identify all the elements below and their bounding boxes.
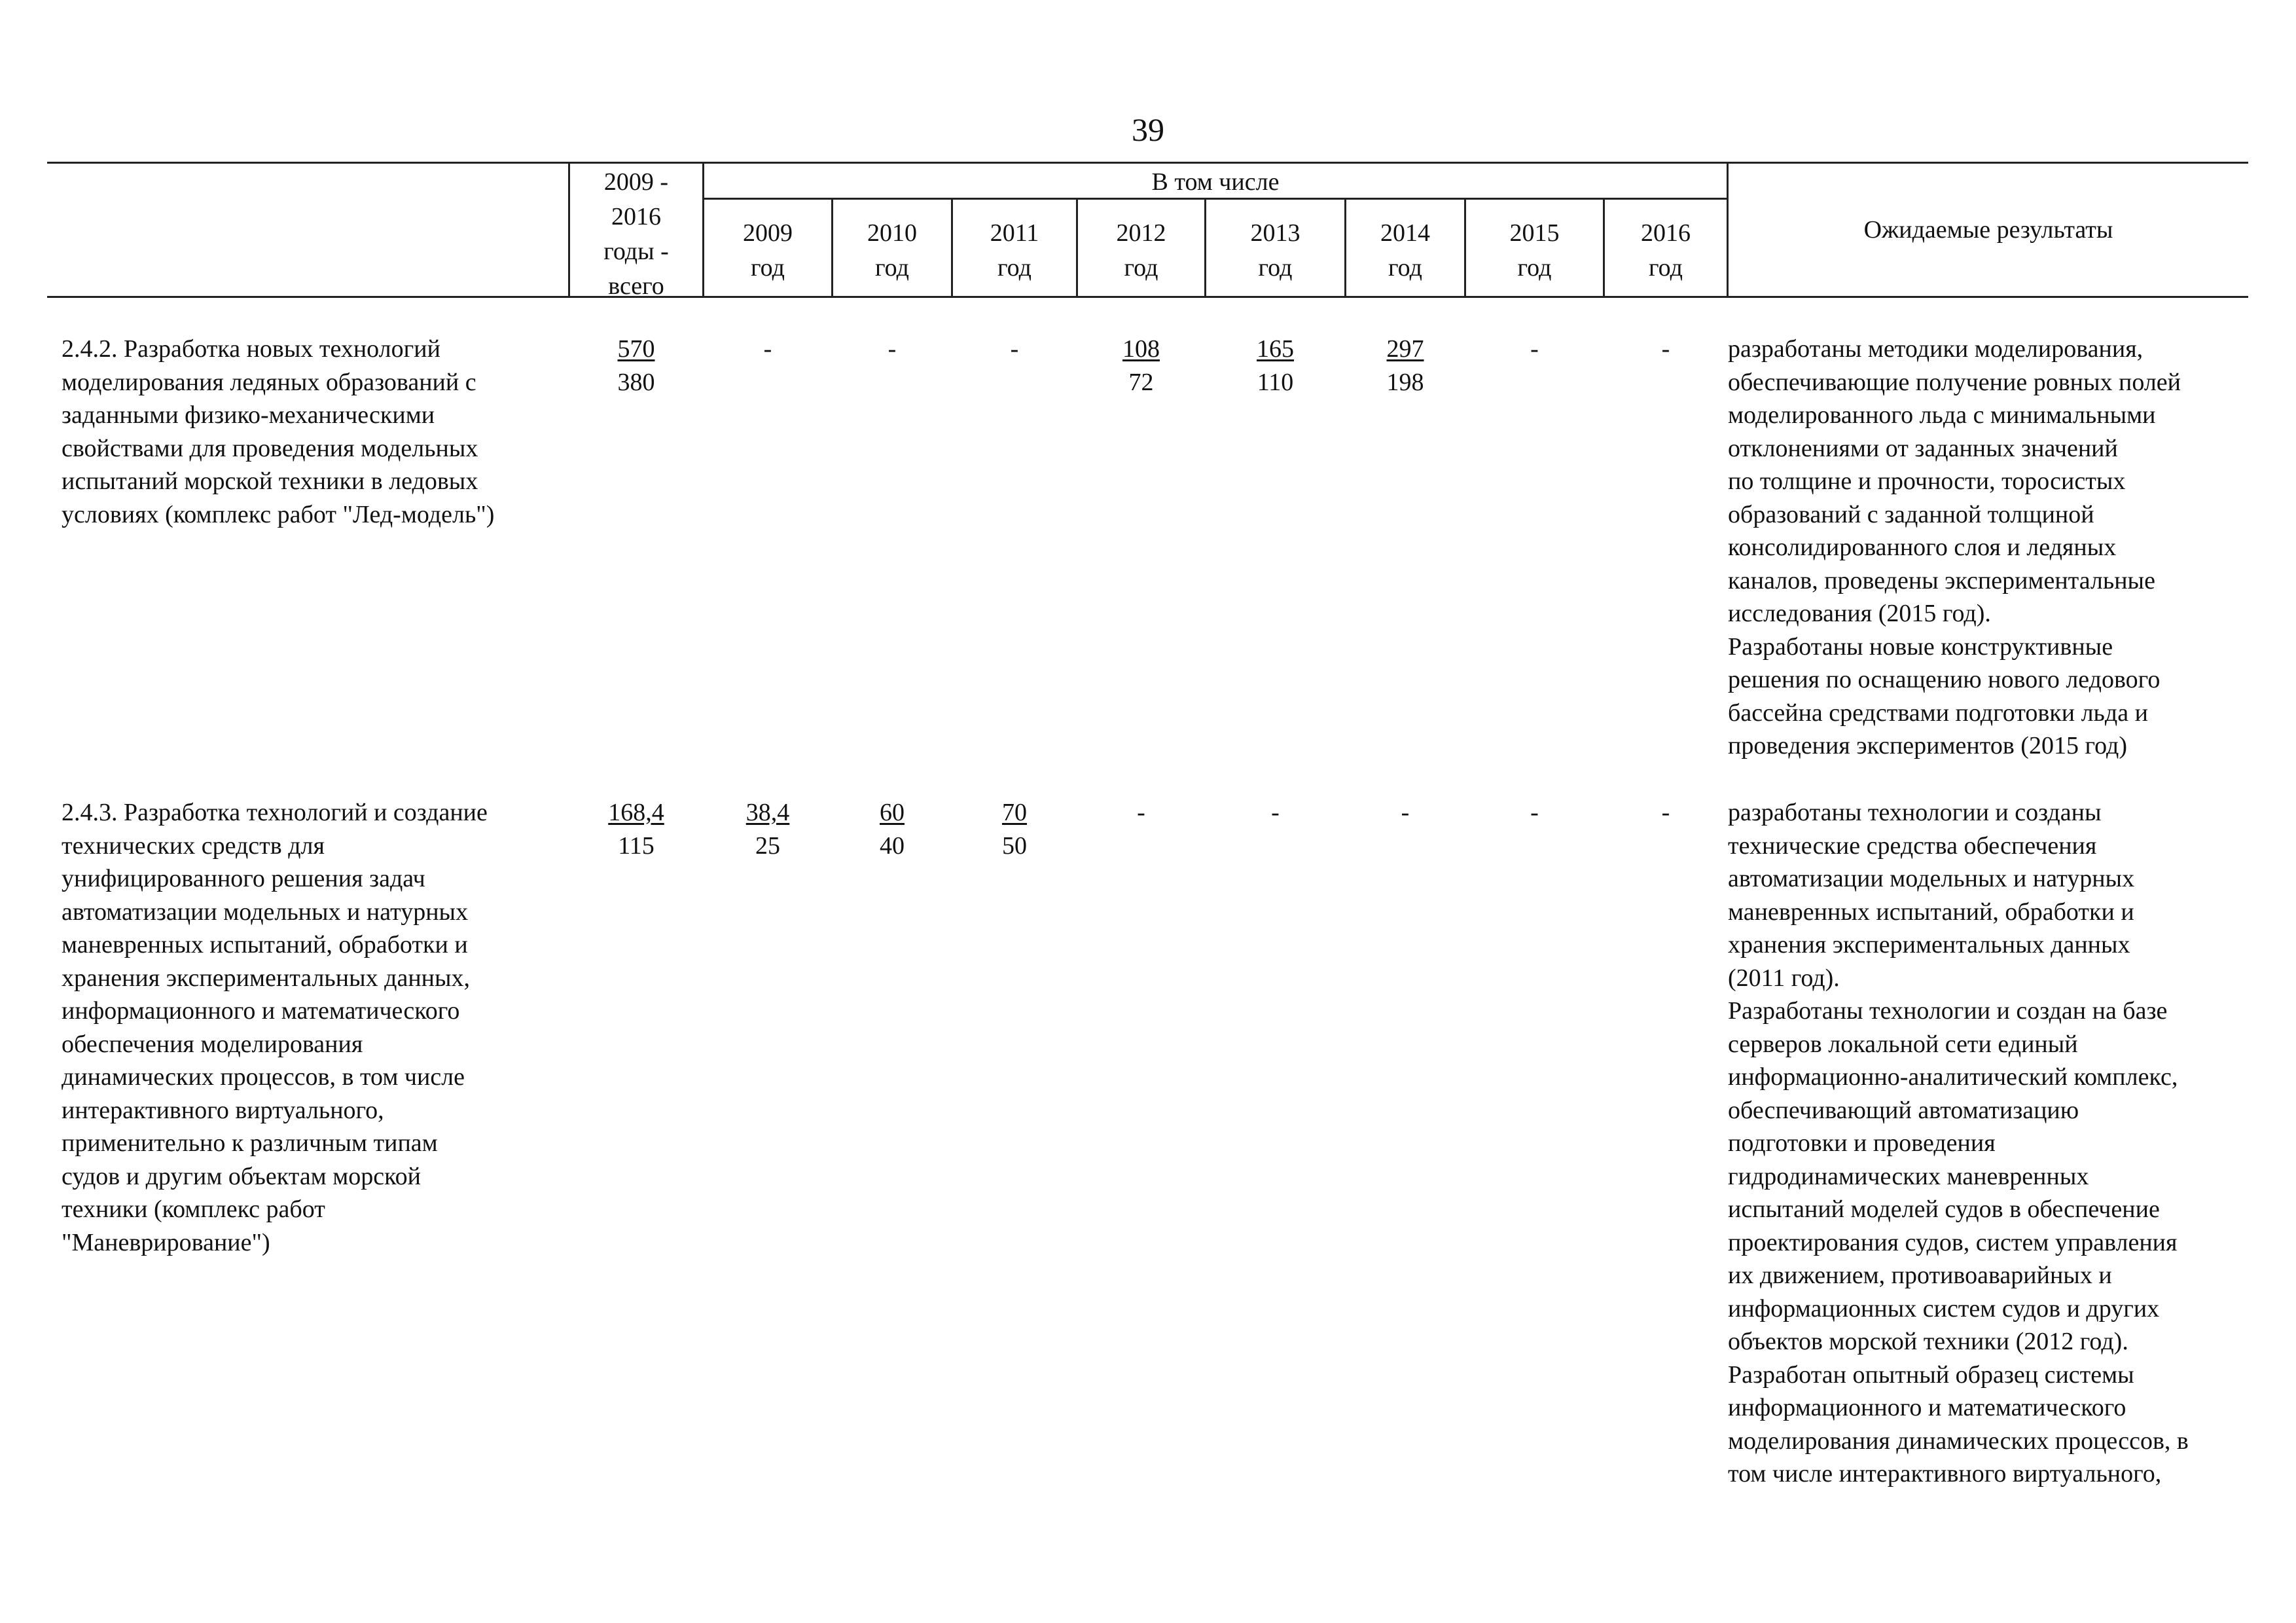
row-2-2015-dash: -: [1530, 799, 1539, 826]
value-top: 38,4: [745, 799, 790, 826]
text-line: консолидированного слоя и ледяных: [1728, 534, 2117, 561]
header-year-unit: год: [1517, 254, 1552, 282]
text-line: образований с заданной толщиной: [1728, 500, 2094, 528]
value-top: 108: [1122, 335, 1160, 363]
text-line: технические средства обеспечения: [1728, 831, 2097, 860]
header-year-unit: год: [1649, 254, 1683, 282]
text-line: гидродинамических маневренных: [1728, 1162, 2089, 1190]
text-line: маневренных испытаний, обработки и: [62, 931, 468, 958]
value-bottom: 25: [755, 831, 780, 860]
text-line: обеспечивающие получение ровных полей: [1728, 368, 2181, 396]
text-line: объектов морской техники (2012 год).: [1728, 1328, 2128, 1355]
row-2-2013-dash: -: [1271, 799, 1280, 826]
header-total-line: годы -: [603, 238, 669, 265]
header-total-line: 2009 -: [603, 168, 669, 196]
row-2-2014-dash: -: [1401, 799, 1410, 826]
row-1-2016-dash: -: [1661, 335, 1670, 363]
header-year-2009: [704, 216, 831, 285]
text-line: их движением, противоаварийных и: [1728, 1262, 2112, 1289]
header-year-2014: [1346, 216, 1464, 285]
header-year-2015: [1466, 216, 1603, 285]
table-header-bottom-rule: [47, 296, 2248, 298]
text-line: хранения экспериментальных данных: [1728, 931, 2130, 958]
row-2-2011: [953, 796, 1076, 862]
header-year-2011: [953, 216, 1076, 285]
text-line: моделирования ледяных образований с: [62, 368, 476, 396]
text-line: техники (комплекс работ: [62, 1195, 325, 1223]
header-total-column: [570, 165, 702, 304]
table-top-rule: [47, 162, 2248, 164]
header-year-label: 2015: [1509, 219, 1560, 247]
header-year-label: 2013: [1250, 219, 1300, 247]
header-results: Ожидаемые результаты: [1863, 216, 2113, 244]
value-top: 165: [1257, 335, 1294, 363]
text-line: по толщине и прочности, торосистых: [1728, 467, 2126, 495]
text-line: проектирования судов, систем управления: [1728, 1228, 2178, 1256]
value-bottom: 115: [618, 831, 655, 860]
text-line: том числе интерактивного виртуального,: [1728, 1460, 2162, 1487]
text-line: применительно к различным типам: [62, 1129, 438, 1157]
value-top: 70: [1002, 799, 1027, 826]
text-line: серверов локальной сети единый: [1728, 1030, 2078, 1058]
value-bottom: 110: [1257, 368, 1294, 396]
text-line: условиях (комплекс работ "Лед-модель"): [62, 500, 495, 528]
text-line: бассейна средствами подготовки льда и: [1728, 699, 2148, 727]
text-line: разработаны технологии и созданы: [1728, 799, 2102, 826]
row-1-2012: [1078, 333, 1204, 399]
header-year-2010: [833, 216, 951, 285]
text-line: свойствами для проведения модельных: [62, 434, 478, 462]
header-year-label: 2009: [743, 219, 793, 247]
text-line: заданными физико-механическими: [62, 401, 435, 429]
row-1-2013: [1206, 333, 1344, 399]
header-year-label: 2016: [1641, 219, 1691, 247]
header-year-2013: [1206, 216, 1344, 285]
text-line: обеспечивающий автоматизацию: [1728, 1096, 2079, 1124]
row-1-results: [1728, 333, 2265, 763]
text-line: испытаний морской техники в ледовых: [62, 467, 478, 495]
row-1-2009-dash: -: [763, 335, 772, 363]
value-top: 570: [617, 335, 655, 363]
header-group-label: В том числе: [1151, 168, 1280, 196]
row-2-2009: [704, 796, 831, 862]
text-line: технических средств для: [62, 831, 325, 860]
row-2-results: [1728, 796, 2265, 1491]
header-total-line: всего: [608, 272, 664, 300]
text-line: информационного и математического: [62, 997, 460, 1025]
text-line: информационных систем судов и других: [1728, 1294, 2160, 1322]
text-line: моделирования динамических процессов, в: [1728, 1427, 2189, 1455]
text-line: 2.4.3. Разработка технологий и создание: [62, 799, 488, 826]
text-line: Разработаны новые конструктивные: [1728, 632, 2113, 661]
header-year-unit: год: [751, 254, 785, 282]
row-1-2015-dash: -: [1530, 335, 1539, 363]
page-number: 39: [1132, 111, 1164, 148]
text-line: унифицированного решения задач: [62, 865, 425, 892]
header-year-label: 2011: [990, 219, 1039, 247]
text-line: Разработан опытный образец системы: [1728, 1360, 2134, 1389]
text-line: проведения экспериментов (2015 год): [1728, 732, 2127, 759]
text-line: разработаны методики моделирования,: [1728, 335, 2144, 363]
header-year-unit: год: [1388, 254, 1422, 282]
header-year-unit: год: [875, 254, 909, 282]
text-line: автоматизации модельных и натурных: [1728, 865, 2135, 892]
row-2-2010: [833, 796, 951, 862]
value-bottom: 198: [1386, 368, 1424, 396]
value-bottom: 72: [1128, 368, 1154, 396]
text-line: интерактивного виртуального,: [62, 1096, 384, 1124]
text-line: отклонениями от заданных значений: [1728, 434, 2118, 462]
text-line: каналов, проведены экспериментальные: [1728, 566, 2155, 594]
row-1-name: [62, 333, 572, 531]
text-line: динамических процессов, в том числе: [62, 1063, 465, 1091]
text-line: (2011 год).: [1728, 964, 1840, 992]
text-line: решения по оснащению нового ледового: [1728, 666, 2161, 693]
text-line: подготовки и проведения: [1728, 1129, 1996, 1157]
value-bottom: 50: [1002, 831, 1027, 860]
row-2-2016-dash: -: [1661, 799, 1670, 826]
row-1-2010-dash: -: [888, 335, 897, 363]
text-line: хранения экспериментальных данных,: [62, 964, 471, 992]
text-line: 2.4.2. Разработка новых технологий: [62, 335, 440, 363]
row-1-total: [570, 333, 702, 399]
text-line: судов и другим объектам морской: [62, 1162, 422, 1190]
header-total-line: 2016: [611, 203, 661, 230]
text-line: "Маневрирование"): [62, 1228, 270, 1256]
header-year-label: 2012: [1116, 219, 1166, 247]
text-line: обеспечения моделирования: [62, 1030, 363, 1058]
text-line: моделированного льда с минимальными: [1728, 401, 2156, 429]
header-year-2012: [1078, 216, 1204, 285]
row-1-2011-dash: -: [1010, 335, 1019, 363]
row-2-name: [62, 796, 572, 1259]
value-top: 168,4: [608, 799, 664, 826]
value-top: 297: [1386, 335, 1424, 363]
value-bottom: 380: [617, 368, 655, 396]
text-line: информационно-аналитический комплекс,: [1728, 1063, 2178, 1091]
text-line: автоматизации модельных и натурных: [62, 898, 469, 926]
text-line: Разработаны технологии и создан на базе: [1728, 997, 2168, 1025]
value-bottom: 40: [880, 831, 905, 860]
text-line: информационного и математического: [1728, 1394, 2126, 1421]
row-2-2012-dash: -: [1137, 799, 1145, 826]
text-line: маневренных испытаний, обработки и: [1728, 898, 2134, 926]
header-year-unit: год: [997, 254, 1031, 282]
text-line: испытаний моделей судов в обеспечение: [1728, 1195, 2160, 1223]
value-top: 60: [880, 799, 905, 826]
header-year-unit: год: [1124, 254, 1158, 282]
text-line: исследования (2015 год).: [1728, 600, 1991, 627]
header-year-label: 2010: [867, 219, 917, 247]
header-year-unit: год: [1258, 254, 1293, 282]
header-year-label: 2014: [1380, 219, 1430, 247]
row-1-2014: [1346, 333, 1464, 399]
row-2-total: [570, 796, 702, 862]
header-year-2016: [1605, 216, 1727, 285]
